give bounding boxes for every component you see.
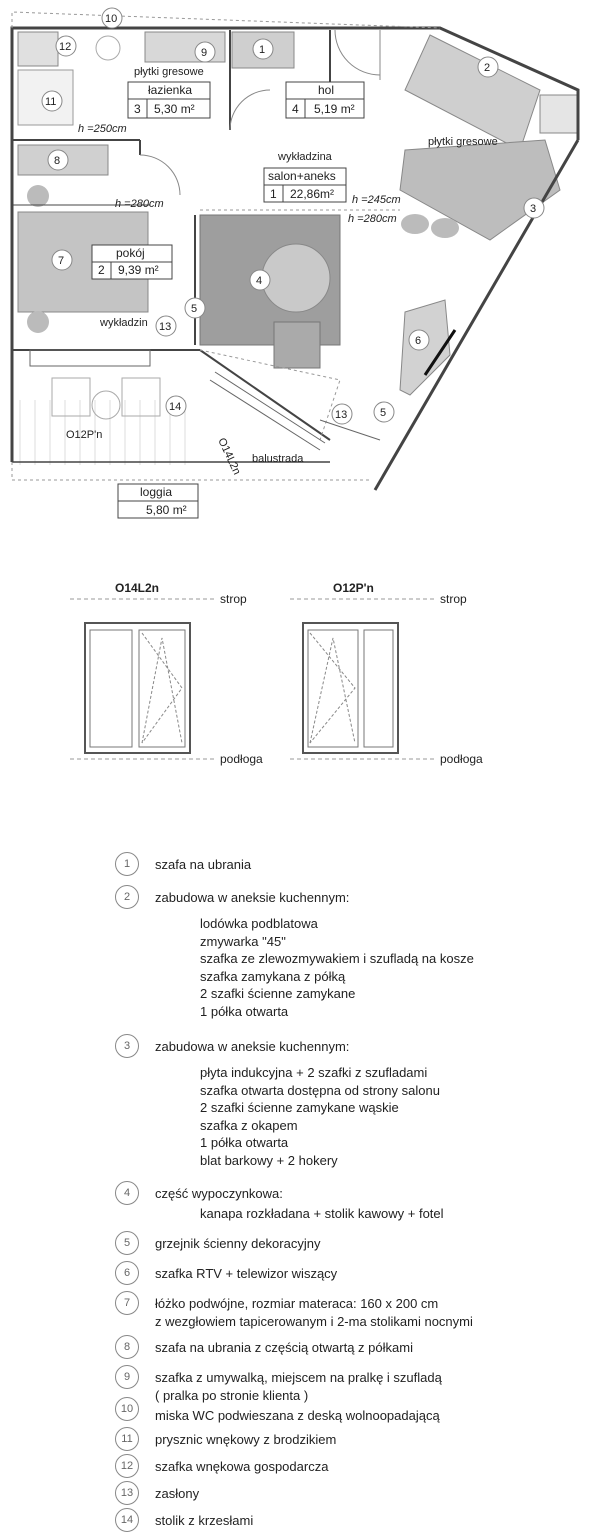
legend-text: szafa na ubrania [155, 857, 252, 872]
room-area: 22,86m² [290, 187, 335, 201]
legend-number: 7 [115, 1291, 139, 1315]
marker-label: 10 [105, 13, 118, 25]
marker-label: 9 [201, 47, 208, 59]
legend-subitem: zmywarka "45" [200, 933, 286, 949]
elevation-o12pn [290, 581, 483, 766]
legend-number: 4 [115, 1181, 139, 1205]
room-num: 1 [270, 187, 277, 201]
room-area: 5,80 m² [146, 503, 187, 517]
legend-text: ( pralka po stronie klienta ) [155, 1387, 309, 1403]
table-14 [122, 378, 160, 416]
stool [431, 218, 459, 238]
marker-label: 13 [159, 321, 172, 333]
legend-text: miska WC podwieszana z deską wolnoopadającą [155, 1407, 440, 1423]
legend-item [115, 1291, 575, 1335]
legend-subitem: kanapa rozkładana + stolik kawowy + fotel [200, 1206, 444, 1221]
legend-text: szafa na ubrania z częścią otwartą z półkami [155, 1339, 413, 1355]
legend-text: zabudowa w aneksie kuchennym: [155, 890, 350, 905]
room-box-loggia [118, 484, 198, 518]
legend-subitem: szafka otwarta dostępna od strony salonu [200, 1082, 440, 1098]
floor-label: płytki gresowe [428, 136, 498, 148]
room-name: salon+aneks [268, 169, 336, 183]
legend-number: 14 [115, 1508, 139, 1532]
legend-item [115, 1335, 575, 1365]
legend-subitem: szafka z okapem [200, 1117, 298, 1133]
floor-plan [0, 0, 600, 530]
nightstand [27, 185, 49, 207]
table-14 [92, 391, 120, 419]
elevation-bottom-label: podłoga [440, 752, 483, 766]
wc-10 [96, 36, 120, 60]
armchair [274, 322, 320, 368]
room-area: 9,39 m² [118, 263, 159, 277]
height-label: h =280cm [115, 198, 164, 210]
window-tag: O12P'n [66, 429, 103, 441]
elevation-top-label: strop [440, 592, 467, 606]
room-num: 3 [134, 102, 141, 116]
legend-item [115, 1181, 575, 1231]
marker-label: 12 [59, 41, 72, 53]
legend-subitem: 2 szafki ścienne zamykane [200, 986, 356, 1001]
legend-number: 11 [115, 1427, 139, 1451]
legend-subitem: szafka ze zlewozmywakiem i szufladą na kosze [200, 951, 474, 966]
legend-number: 5 [115, 1231, 139, 1255]
room-box-lazienka [128, 82, 210, 118]
room-box-salon [264, 168, 346, 202]
legend-number: 9 [115, 1365, 139, 1389]
legend-subitem: 1 półka otwarta [200, 1003, 289, 1019]
legend-text: zabudowa w aneksie kuchennym: [155, 1039, 350, 1054]
legend-subitem: 2 szafki ścienne zamykane wąskie [200, 1100, 399, 1115]
elevation-bottom-label: podłoga [220, 752, 263, 766]
room-box-hol [286, 82, 364, 118]
cabinet-12 [18, 32, 58, 66]
floor-label: wykładzina [278, 151, 332, 163]
marker-label: 5 [191, 303, 198, 315]
marker-label: 7 [58, 255, 65, 267]
room-num: 4 [292, 102, 299, 116]
marker-label: 14 [169, 401, 182, 413]
marker-label: 4 [256, 275, 263, 287]
legend-subitem: szafka zamykana z półką [200, 968, 346, 984]
marker-label: 8 [54, 155, 61, 167]
stool [401, 214, 429, 234]
legend-text: zasłony [155, 1485, 200, 1501]
height-label: h =280cm [348, 213, 397, 225]
legend-number: 10 [115, 1397, 139, 1421]
legend-text: z wezgłowiem tapicerowanym i 2-ma stolikami nocnymi [155, 1313, 473, 1329]
floor-label: wykładzin [100, 317, 148, 329]
legend-text: prysznic wnękowy z brodzikiem [155, 1431, 337, 1447]
legend-text: szafka RTV + telewizor wiszący [155, 1265, 338, 1281]
marker-label: 11 [45, 96, 57, 108]
room-area: 5,30 m² [154, 102, 195, 116]
legend-item [115, 1454, 575, 1481]
kitchen-2 [405, 35, 540, 150]
legend-item [115, 1397, 575, 1427]
marker-label: 13 [335, 409, 348, 421]
room-name: pokój [116, 246, 145, 260]
marker-label: 6 [415, 335, 422, 347]
height-label: h =245cm [352, 194, 401, 206]
legend-subitem: lodówka podblatowa [200, 916, 318, 931]
legend-number: 6 [115, 1261, 139, 1285]
legend-number: 8 [115, 1335, 139, 1359]
legend-item [115, 1365, 575, 1403]
coffee-table [262, 244, 330, 312]
legend-text: część wypoczynkowa: [155, 1186, 283, 1201]
table-14 [52, 378, 90, 416]
legend-text: łóżko podwójne, rozmiar materaca: 160 x 200 cm [155, 1295, 439, 1311]
legend-number: 1 [115, 852, 139, 876]
balustrade-label: balustrada [252, 453, 304, 465]
legend-text: szafka wnękowa gospodarcza [155, 1458, 329, 1474]
legend-item [115, 885, 575, 1034]
legend-number: 12 [115, 1454, 139, 1478]
room-area: 5,19 m² [314, 102, 355, 116]
legend-number: 3 [115, 1034, 139, 1058]
legend-text: szafka z umywalką, miejscem na pralkę i szufladą [155, 1369, 442, 1385]
legend-item [115, 1034, 575, 1181]
room-name: hol [318, 83, 335, 97]
marker-label: 1 [259, 44, 266, 56]
elevation-title: O14L2n [115, 581, 160, 595]
elevation-top-label: strop [220, 592, 247, 606]
window-elevations [0, 578, 600, 778]
legend-subitem: płyta indukcyjna + 2 szafki z szufladami [200, 1065, 428, 1080]
marker-label: 2 [484, 62, 491, 74]
fridge [540, 95, 578, 133]
height-label: h =250cm [78, 123, 127, 135]
legend-item [115, 1427, 575, 1454]
floor-label: płytki gresowe [134, 66, 204, 78]
nightstand [27, 311, 49, 333]
room-num: 2 [98, 263, 105, 277]
legend-subitem: 1 półka otwarta [200, 1135, 289, 1150]
window-tag: O14L2n [215, 436, 243, 477]
elevation-o14l2n [70, 581, 263, 766]
room-name: loggia [140, 485, 173, 499]
legend-text: stolik z krzesłami [155, 1512, 254, 1528]
room-name: łazienka [148, 83, 193, 97]
legend-item [115, 1231, 575, 1261]
legend-item [115, 852, 575, 885]
legend-number: 2 [115, 885, 139, 909]
legend-number: 13 [115, 1481, 139, 1505]
legend-text: grzejnik ścienny dekoracyjny [155, 1235, 321, 1251]
legend [115, 852, 575, 1535]
legend-item [115, 1508, 575, 1535]
legend-item [115, 1481, 575, 1508]
legend-item [115, 1261, 575, 1291]
elevation-title: O12P'n [333, 581, 374, 595]
room-box-pokoj [92, 245, 172, 279]
marker-label: 5 [380, 407, 387, 419]
marker-label: 3 [530, 203, 537, 215]
legend-subitem: blat barkowy + 2 hokery [200, 1152, 338, 1168]
